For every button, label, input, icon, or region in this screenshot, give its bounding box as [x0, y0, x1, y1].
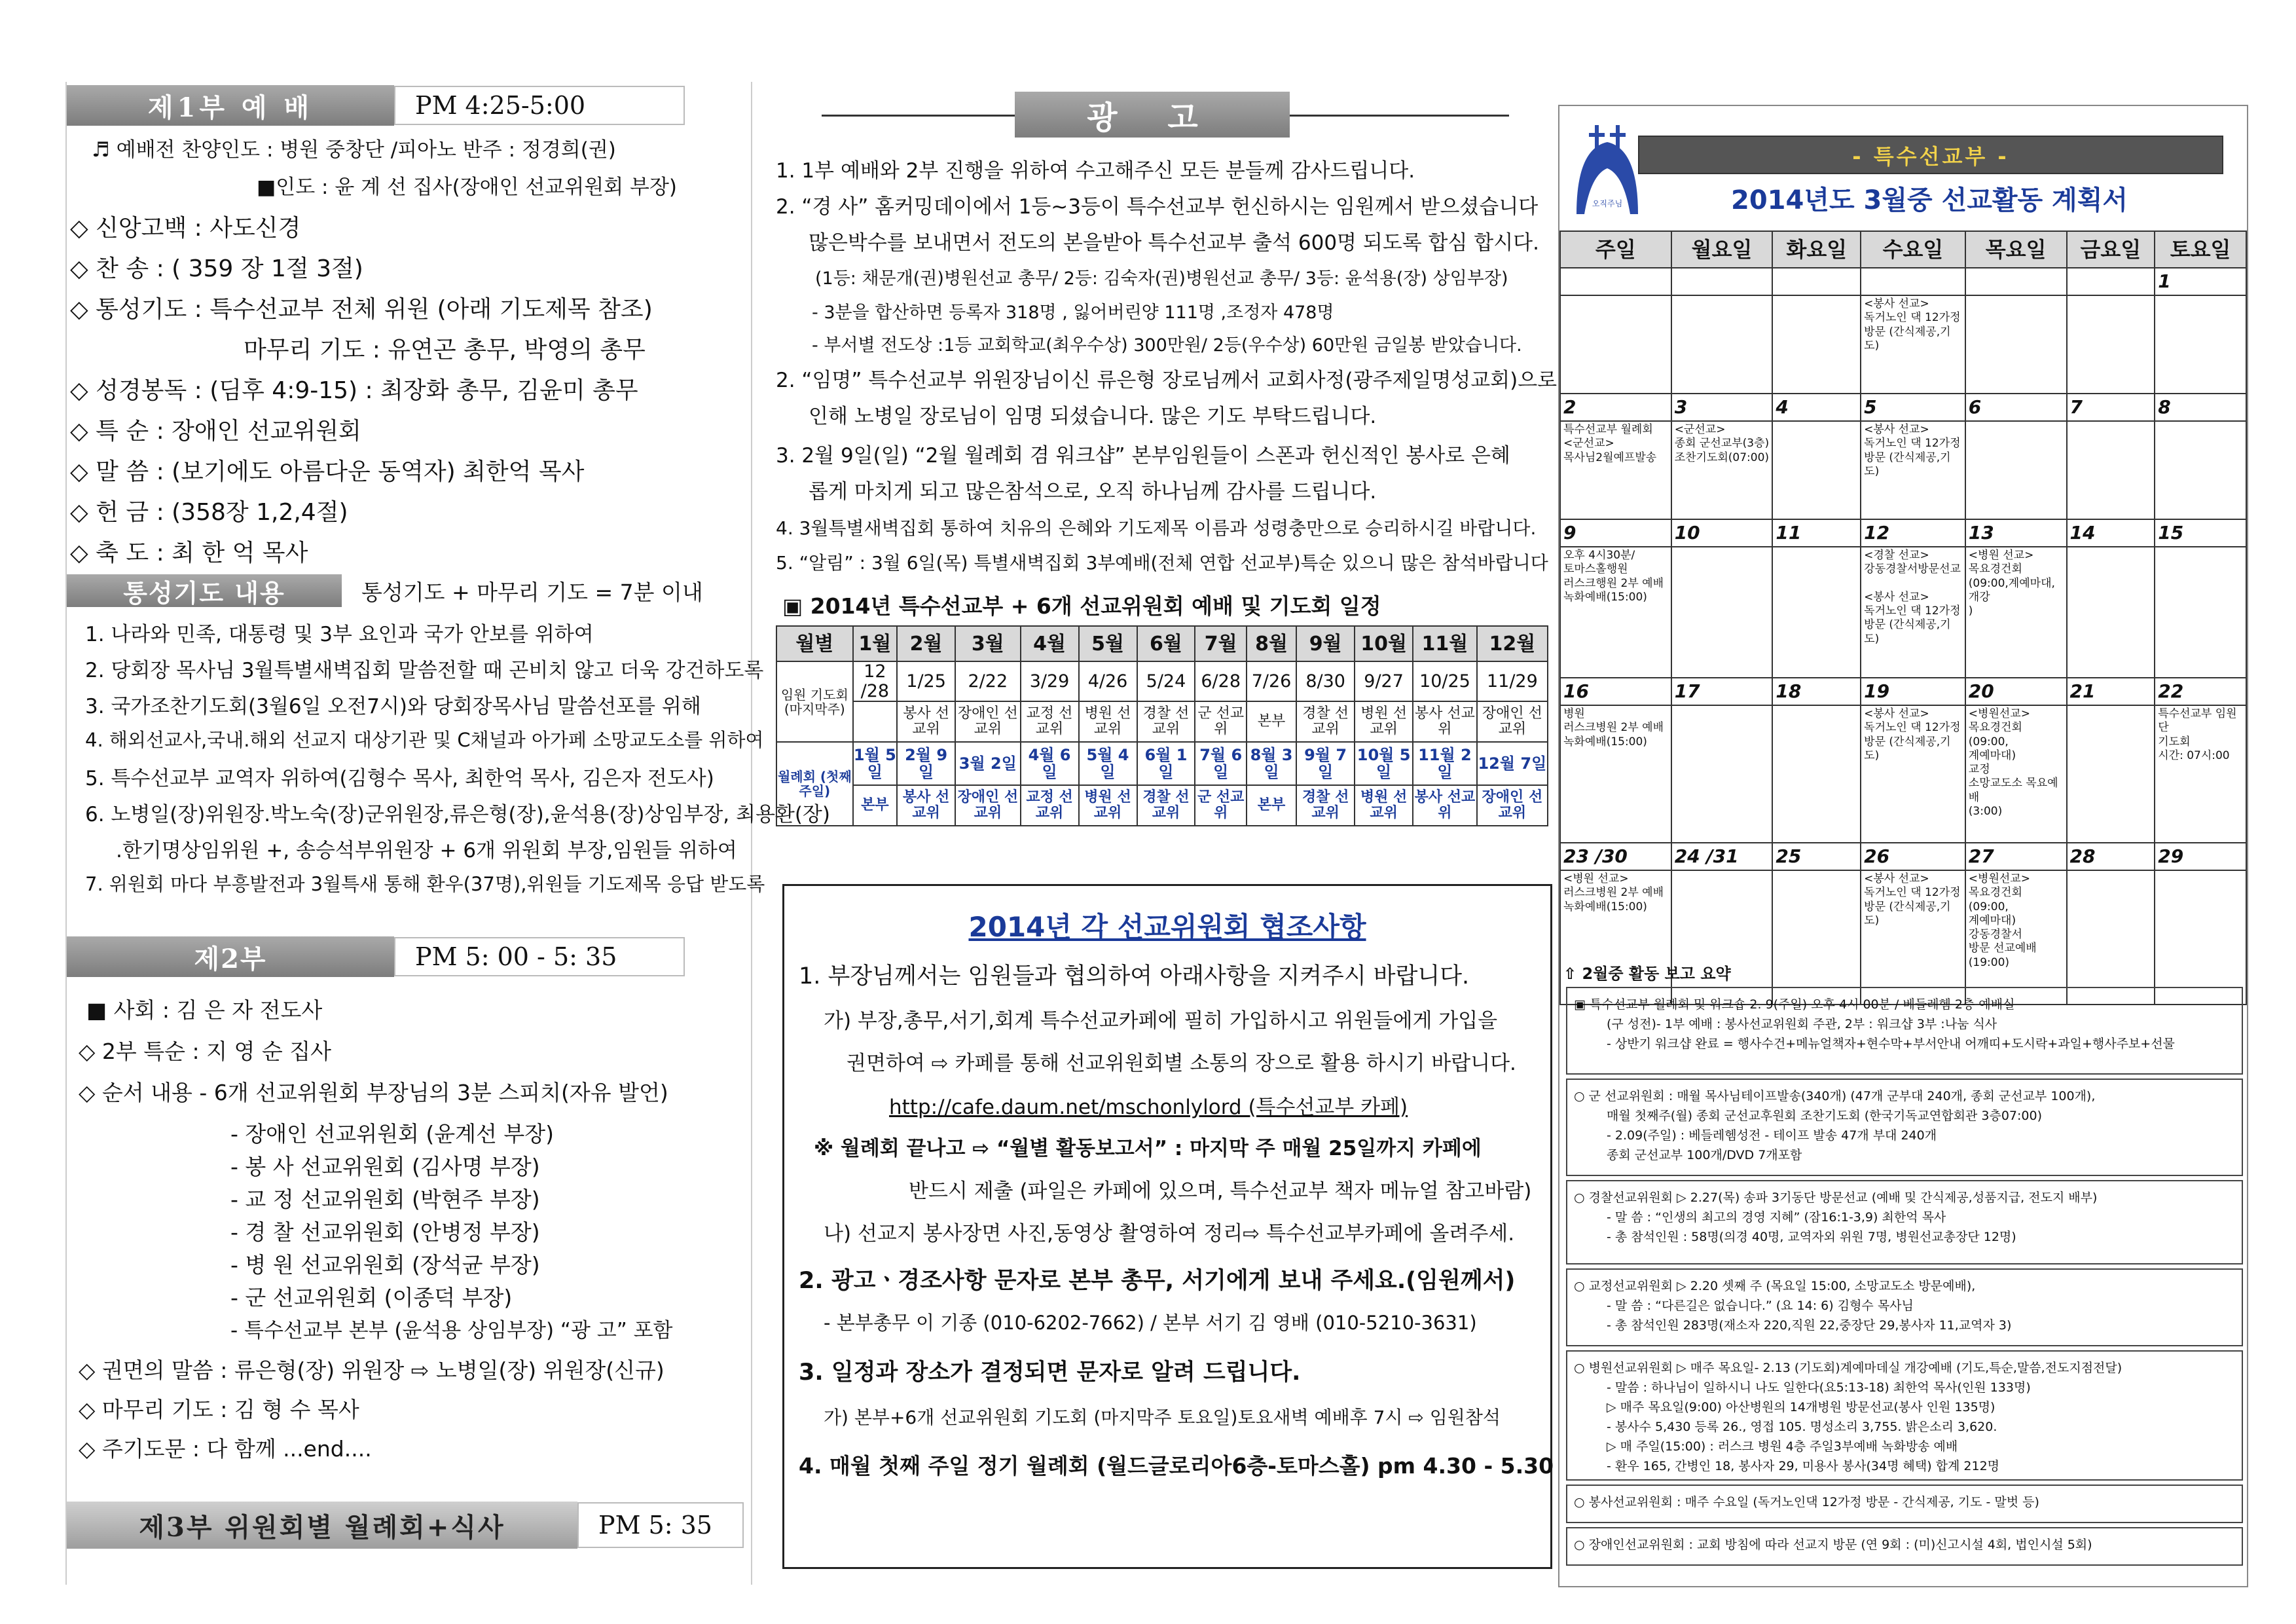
monthly-host: 본부	[853, 785, 898, 826]
coop-line: 2. 광고ㆍ경조사항 문자로 본부 총무, 서기에게 보내 주세요.(임원께서)	[799, 1268, 1516, 1294]
coop-line: 가) 본부+6개 선교위원회 기도회 (마지막주 토요일)토요새벽 예배후 7시 ⇨ 임원참석	[824, 1407, 1501, 1428]
calendar-cell	[1772, 870, 1861, 1005]
part2-item: ◇ 2부 특순 : 지 영 순 집사	[79, 1039, 331, 1064]
calendar-cell	[1772, 705, 1861, 843]
weekday-header: 주일	[1560, 231, 1671, 268]
monthly-date: 7월 6일	[1195, 742, 1246, 785]
part2-item: - 장애인 선교위원회 (윤계선 부장)	[230, 1121, 555, 1147]
part2-item: ■ 사회 : 김 은 자 전도사	[86, 997, 323, 1023]
date-number: 24 /31	[1671, 843, 1773, 870]
calendar-cell: <봉사 선교> 독거노인 댁 12가정 방문 (간식제공,기도)	[1861, 870, 1965, 1005]
monthly-date: 5월 4일	[1079, 742, 1137, 785]
prayer-date: 4/26	[1079, 661, 1137, 701]
calendar-cell	[2155, 870, 2246, 1005]
month-header: 5월	[1079, 626, 1137, 661]
monthly-host: 군 선교위	[1195, 785, 1246, 826]
notice-line: 5. “알림” : 3월 6일(목) 특별새벽집회 3부예배(전체 연합 선교부)특순 있으니 많은 참석바랍니다	[776, 552, 1548, 574]
prayer-date: 1/25	[897, 661, 955, 701]
notice-line: 2. “임명” 특수선교부 위원장님이신 류은형 장로님께서 교회사정(광주제일명성교회)으로	[776, 369, 1558, 392]
month-header: 2월	[897, 626, 955, 661]
date-number: 11	[1772, 519, 1861, 547]
report-line: - 상반기 워크샵 완료 = 행사수건+메뉴얼책자+현수막+부서안내 어깨띠+도시락+과일+행사주보+선물	[1607, 1037, 2175, 1051]
part2-header	[67, 936, 685, 977]
monthly-host: 경찰 선교위	[1137, 785, 1195, 826]
part2-time: PM 5: 00 - 5: 35	[394, 937, 685, 976]
date-number: 17	[1671, 678, 1773, 705]
coop-line: 나) 선교지 봉사장면 사진,동영상 촬영하여 정리⇨ 특수선교부카페에 올려주세.	[824, 1222, 1515, 1246]
prayer-host: 경찰 선교위	[1296, 701, 1355, 742]
part2-item: ◇ 주기도문 : 다 함께 ...end....	[79, 1436, 372, 1462]
prayer-host: 교정 선교위	[1021, 701, 1079, 742]
date-number	[1560, 268, 1671, 295]
worship-leader: ■인도 : 윤 계 선 집사(장애인 선교위원회 부장)	[257, 175, 677, 199]
month-header: 월별	[776, 626, 853, 661]
coop-line: ※ 월례회 끝나고 ⇨ “월별 활동보고서” : 마지막 주 매월 25일까지 카페에	[814, 1137, 1482, 1160]
weekday-header: 목요일	[1965, 231, 2067, 268]
prayer-item: 6. 노병일(장)위원장.박노숙(장)군위원장,류은형(장),윤석용(장)상임부장, 최용환(장)	[85, 803, 830, 826]
svg-text:오직주님: 오직주님	[1592, 199, 1623, 208]
date-number	[1772, 268, 1861, 295]
notice-line: (1등: 채문개(권)병원선교 총무/ 2등: 김숙자(권)병원선교 총무/ 3등: 윤석용(장) 상임부장)	[815, 268, 1508, 289]
report-line: - 말 씀 : “인생의 최고의 경영 지혜” (잠16:1-3,9) 최한억 목사	[1607, 1210, 1946, 1225]
part3-title: 제3부 위원회별 월례회+식사	[67, 1502, 577, 1549]
prayer-host: 병원 선교위	[1355, 701, 1413, 742]
report-block	[1566, 1527, 2243, 1566]
monthly-host: 교정 선교위	[1021, 785, 1079, 826]
month-header: 4월	[1021, 626, 1079, 661]
activity-calendar	[1559, 231, 2247, 1005]
order-item: ◇ 성경봉독 : (딤후 4:9-15) : 최장화 총무, 김윤미 총무	[70, 377, 638, 404]
monthly-date: 12월 7일	[1477, 742, 1548, 785]
calendar-title: 2014년도 3월중 선교활동 계획서	[1731, 185, 2128, 215]
calendar-cell	[1671, 295, 1773, 394]
notice-line: 2. “경 사” 홈커밍데이에서 1등~3등이 특수선교부 헌신하시는 임원께서 받으셨습니다	[776, 195, 1539, 219]
schedule-table	[776, 625, 1548, 826]
coop-line: 권면하여 ⇨ 카페를 통해 선교위원회별 소통의 장으로 활용 하시기 바랍니다.	[847, 1052, 1516, 1075]
order-item: ◇ 신앙고백 : 사도신경	[70, 215, 301, 242]
order-item: ◇ 축 도 : 최 한 억 목사	[70, 540, 308, 566]
part2-title: 제2부	[67, 936, 394, 977]
date-number: 28	[2067, 843, 2155, 870]
date-number: 20	[1965, 678, 2067, 705]
part3-time: PM 5: 35	[577, 1502, 744, 1548]
date-number: 29	[2155, 843, 2246, 870]
prayer-item: 1. 나라와 민족, 대통령 및 3부 요인과 국가 안보를 위하여	[85, 623, 594, 646]
report-line: ○ 봉사선교위원회 : 매주 수요일 (독거노인댁 12가정 방문 - 간식제공, 기도 - 말벗 등)	[1574, 1495, 2039, 1509]
report-block	[1566, 1180, 2243, 1264]
monthly-host: 병원 선교위	[1079, 785, 1137, 826]
calendar-cell	[2067, 705, 2155, 843]
report-line: ▷ 매주 목요일(9:00) 아산병원의 14개병원 방문선교(봉사 인원 135명)	[1607, 1400, 1995, 1414]
calendar-cell	[2067, 547, 2155, 678]
month-header: 1월	[853, 626, 898, 661]
month-header: 7월	[1195, 626, 1246, 661]
coop-line: 반드시 제출 (파일은 카페에 있으며, 특수선교부 책자 메뉴얼 참고바람)	[909, 1179, 1532, 1203]
monthly-host: 장애인 선교위	[955, 785, 1020, 826]
calendar-cell: <병원선교> 목요경건회 (09:00, 계예마대) 교정 소망교도소 목요예배 (3:00)	[1965, 705, 2067, 843]
date-number: 7	[2067, 394, 2155, 421]
prayer-header	[67, 574, 703, 607]
notice-line: 롭게 마치게 되고 많은참석으로, 오직 하나님께 감사를 드립니다.	[809, 480, 1377, 504]
coop-line: 1. 부장님께서는 임원들과 협의하여 아래사항을 지켜주시 바랍니다.	[799, 963, 1470, 989]
report-line: - 총 참석인원 283명(재소자 220,직원 22,중장단 29,봉사자 11,교역자 3)	[1607, 1318, 2012, 1333]
date-number: 26	[1861, 843, 1965, 870]
prayer-host: 봉사 선교위	[1413, 701, 1477, 742]
prayer-host: 장애인 선교위	[955, 701, 1020, 742]
date-number: 22	[2155, 678, 2246, 705]
report-block	[1566, 1485, 2243, 1523]
part2-item: - 교 정 선교위원회 (박현주 부장)	[230, 1187, 540, 1212]
church-logo-icon	[1571, 122, 1643, 221]
calendar-cell: <봉사 선교> 독거노인 댁 12가정 방문 (간식제공,기도)	[1861, 295, 1965, 394]
weekday-header: 화요일	[1772, 231, 1861, 268]
monthly-host: 봉사 선교위	[897, 785, 955, 826]
monthly-date: 2월 9일	[897, 742, 955, 785]
prayer-host: 병원 선교위	[1079, 701, 1137, 742]
date-number: 15	[2155, 519, 2246, 547]
date-number: 16	[1560, 678, 1671, 705]
monthly-date: 10월 5일	[1355, 742, 1413, 785]
part1-title: 제1부 예 배	[67, 85, 394, 126]
report-line: - 말 씀 : “다른길은 없습니다.” (요 14: 6) 김형수 목사님	[1607, 1299, 1914, 1313]
part2-item: - 경 찰 선교위원회 (안병정 부장)	[230, 1219, 540, 1245]
date-number: 2	[1560, 394, 1671, 421]
calendar-cell: <군선교> 종회 군선교부(3층) 조찬기도회(07:00)	[1671, 421, 1773, 519]
part2-item: ◇ 순서 내용 - 6개 선교위원회 부장님의 3분 스피치(자유 발언)	[79, 1080, 668, 1105]
order-item: 마무리 기도 : 유연곤 총무, 박영의 총무	[244, 337, 646, 363]
calendar-cell	[1965, 295, 2067, 394]
report-line: - 총 참석인원 : 58명(의경 40명, 교역자외 위원 7명, 병원선교총장단 12명)	[1607, 1230, 2016, 1244]
order-item: ◇ 찬 송 : ( 359 장 1절 3절)	[70, 255, 363, 282]
calendar-cell	[1772, 295, 1861, 394]
date-number	[1861, 268, 1965, 295]
monthly-date: 3월 2일	[955, 742, 1020, 785]
order-item: ◇ 특 순 : 장애인 선교위원회	[70, 418, 361, 445]
prayer-date: 12 /28	[853, 661, 898, 701]
report-line: ○ 교정선교위원회 ▷ 2.20 셋째 주 (목요일 15:00, 소망교도소 방문예배),	[1574, 1279, 1976, 1293]
date-number: 13	[1965, 519, 2067, 547]
prayer-meeting-label: 임원 기도회 (마지막주)	[776, 661, 853, 742]
date-number: 6	[1965, 394, 2067, 421]
date-number: 21	[2067, 678, 2155, 705]
notice-line: - 3분을 합산하면 등록자 318명 , 잃어버린양 111명 ,조정자 478명	[812, 303, 1334, 323]
calendar-cell: 특수선교부 월례회 <군선교> 목사님2월예프발송	[1560, 421, 1671, 519]
calendar-cell	[1772, 421, 1861, 519]
part2-item: ◇ 마무리 기도 : 김 형 수 목사	[79, 1397, 359, 1422]
prayer-date: 6/28	[1195, 661, 1246, 701]
monthly-host: 경찰 선교위	[1296, 785, 1355, 826]
report-line: - 2.09(주일) : 베들레헴성전 - 테이프 발송 47개 부대 240개	[1607, 1128, 1937, 1143]
prayer-item: 7. 위원회 마다 부흥발전과 3월특새 통해 환우(37명),위원들 기도제목 응답 받도록	[85, 873, 765, 895]
calendar-cell	[2067, 421, 2155, 519]
date-number: 4	[1772, 394, 1861, 421]
date-number: 5	[1861, 394, 1965, 421]
report-title: ⇧ 2월중 활동 보고 요약	[1563, 965, 1731, 983]
prayer-host: 장애인 선교위	[1477, 701, 1548, 742]
date-number	[1671, 268, 1773, 295]
monthly-meeting-label: 월례회 (첫째 주일)	[776, 742, 853, 826]
month-header: 6월	[1137, 626, 1195, 661]
weekday-header: 금요일	[2067, 231, 2155, 268]
calendar-cell	[2155, 295, 2246, 394]
praise-leader: ♬ 예배전 찬양인도 : 병원 중창단 /피아노 반주 : 정경희(권)	[92, 138, 616, 162]
monthly-date: 11월 2일	[1413, 742, 1477, 785]
report-line: 종회 군선교부 100개/DVD 7개포함	[1607, 1148, 1802, 1162]
middle-column	[776, 82, 1558, 1585]
coop-line: 4. 매월 첫째 주일 정기 월례회 (월드글로리아6층-토마스홀) pm 4.30 - 5.30	[799, 1453, 1554, 1479]
coop-line: 가) 부장,총무,서기,회계 특수선교카페에 필히 가입하시고 위원들에게 가입을	[824, 1009, 1498, 1033]
calendar-cell: 특수선교부 임원단 기도회 시간: 07시:00	[2155, 705, 2246, 843]
coop-line: - 본부총무 이 기종 (010-6202-7662) / 본부 서기 김 영배 (010-5210-3631)	[824, 1312, 1477, 1334]
monthly-host: 병원 선교위	[1355, 785, 1413, 826]
calendar-cell	[1671, 705, 1773, 843]
report-line: ○ 병원선교위원회 ▷ 매주 목요일- 2.13 (기도회)계예마데실 개강예배 (기도,특순,말씀,전도지점전달)	[1574, 1361, 2123, 1375]
prayer-date: 8/30	[1296, 661, 1355, 701]
calendar-cell	[2067, 295, 2155, 394]
coop-line: 3. 일정과 장소가 결정되면 문자로 알려 드립니다.	[799, 1359, 1301, 1386]
prayer-host	[853, 701, 898, 742]
prayer-date: 5/24	[1137, 661, 1195, 701]
report-line: ▣ 특수선교부 월례회 및 워크숍 2. 9(주일) 오후 4시 00분 / 베들레헴 2층 예배실	[1574, 997, 2015, 1012]
calendar-cell: 병원 러스크병원 2부 예배 녹화예배(15:00)	[1560, 705, 1671, 843]
monthly-date: 8월 3일	[1247, 742, 1296, 785]
prayer-date: 11/29	[1477, 661, 1548, 701]
monthly-date: 1월 5일	[853, 742, 898, 785]
cafe-link[interactable]: http://cafe.daum.net/mschonlylord (특수선교부 카페)	[889, 1096, 1408, 1119]
month-header: 8월	[1247, 626, 1296, 661]
calendar-cell	[2155, 421, 2246, 519]
prayer-item: 5. 특수선교부 교역자 위하여(김형수 목사, 최한억 목사, 김은자 전도사)	[85, 767, 714, 790]
part2-item: ◇ 권면의 말씀 : 류은형(장) 위원장 ⇨ 노병일(장) 위원장(신규)	[79, 1357, 665, 1383]
monthly-date: 6월 1일	[1137, 742, 1195, 785]
monthly-host: 봉사 선교위	[1413, 785, 1477, 826]
right-column	[1558, 105, 2248, 1587]
calendar-cell	[1671, 870, 1773, 1005]
date-number: 8	[2155, 394, 2246, 421]
calendar-cell	[1772, 547, 1861, 678]
prayer-title: 통성기도 내용	[67, 574, 342, 607]
notice-line: 1. 1부 예배와 2부 진행을 위하여 수고해주신 모든 분들께 감사드립니다.	[776, 159, 1415, 183]
prayer-date: 3/29	[1021, 661, 1079, 701]
month-header: 9월	[1296, 626, 1355, 661]
report-line: - 봉사수 5,430 등록 26., 영접 105. 명성소리 3,755. 밝은소리 3,620.	[1607, 1420, 1997, 1434]
church-logo	[1571, 122, 1643, 221]
part2-item: - 특수선교부 본부 (윤석용 상임부장) “광 고” 포함	[230, 1319, 673, 1342]
order-item: ◇ 말 씀 : (보기에도 아름다운 동역자) 최한억 목사	[70, 458, 585, 485]
prayer-item: 2. 당회장 목사님 3월특별새벽집회 말씀전할 때 곤비치 않고 더욱 강건하도록	[85, 659, 764, 682]
prayer-note: 통성기도 + 마무리 기도 = 7분 이내	[361, 579, 703, 605]
notice-line: - 부서별 전도상 :1등 교회학교(최우수상) 300만원/ 2등(우수상) 60만원 금일봉 받았습니다.	[812, 335, 1522, 356]
coop-title: 2014년 각 선교위원회 협조사항	[968, 911, 1366, 943]
prayer-date: 9/27	[1355, 661, 1413, 701]
prayer-date: 10/25	[1413, 661, 1477, 701]
dept-banner: - 특수선교부 -	[1638, 136, 2223, 174]
date-number: 27	[1965, 843, 2067, 870]
month-header: 10월	[1355, 626, 1413, 661]
report-block	[1566, 987, 2243, 1075]
part2-item: - 군 선교위원회 (이종덕 부장)	[230, 1285, 513, 1310]
calendar-cell: 오후 4시30분/ 토마스홀행원 러스크행원 2부 예배 녹화예배(15:00)	[1560, 547, 1671, 678]
calendar-cell: <봉사 선교> 독거노인 댁 12가정 방문 (간식제공,기도)	[1861, 705, 1965, 843]
report-line: (구 성전)- 1부 예배 : 봉사선교위원회 주관, 2부 : 워크샵 3부 :나눔 식사	[1607, 1017, 1997, 1031]
report-block	[1566, 1350, 2243, 1481]
calendar-cell: <봉사 선교> 독거노인 댁 12가정 방문 (간식제공,기도)	[1861, 421, 1965, 519]
date-number: 10	[1671, 519, 1773, 547]
notice-title: 광 고	[1015, 92, 1290, 138]
date-number: 23 /30	[1560, 843, 1671, 870]
notice-line: 많은박수를 보내면서 전도의 본을받아 특수선교부 출석 600명 되도록 합심 합시다.	[809, 231, 1539, 255]
date-number: 9	[1560, 519, 1671, 547]
part1-time: PM 4:25-5:00	[394, 86, 685, 125]
date-number: 1	[2155, 268, 2246, 295]
report-block	[1566, 1079, 2243, 1176]
date-number: 12	[1861, 519, 1965, 547]
date-number: 19	[1861, 678, 1965, 705]
month-header: 12월	[1477, 626, 1548, 661]
order-item: ◇ 통성기도 : 특수선교부 전체 위원 (아래 기도제목 참조)	[70, 296, 653, 323]
notice-line: 4. 3월특별새벽집회 통하여 치유의 은혜와 기도제목 이름과 성령충만으로 승리하시길 바랍니다.	[776, 517, 1537, 539]
calendar-cell: <병원 선교> 목요경건회 (09:00,계예마대,개강 )	[1965, 547, 2067, 678]
calendar-cell	[1671, 547, 1773, 678]
date-number: 25	[1772, 843, 1861, 870]
report-line: ▷ 매 주일(15:00) : 러스크 병원 4층 주일3부예배 녹화방송 예배	[1607, 1439, 1958, 1454]
calendar-cell	[1965, 421, 2067, 519]
weekday-header: 토요일	[2155, 231, 2246, 268]
date-number: 18	[1772, 678, 1861, 705]
prayer-item: 4. 해외선교사,국내.해외 선교지 대상기관 및 C채널과 아가페 소망교도소를 위하여	[85, 729, 764, 751]
monthly-date: 9월 7일	[1296, 742, 1355, 785]
calendar-cell	[2067, 870, 2155, 1005]
prayer-host: 경찰 선교위	[1137, 701, 1195, 742]
monthly-host: 장애인 선교위	[1477, 785, 1548, 826]
cooperation-box	[782, 884, 1552, 1569]
date-number: 14	[2067, 519, 2155, 547]
report-line: ○ 경찰선교위원회 ▷ 2.27(목) 송파 3기동단 방문선교 (예배 및 간식제공,성품지급, 전도지 배부)	[1574, 1190, 2098, 1205]
prayer-host: 군 선교위	[1195, 701, 1246, 742]
part1-header	[67, 85, 685, 126]
calendar-cell	[1560, 295, 1671, 394]
report-line: ○ 장애인선교위원회 : 교회 방침에 따라 선교지 방문 (연 9회 : (미)신고시설 4회, 법인시설 5회)	[1574, 1538, 2092, 1552]
report-line: ○ 군 선교위원회 : 매월 목사님테이프발송(340개) (47개 군부대 240개, 종회 군선교부 100개),	[1574, 1089, 2096, 1103]
report-line: 매월 첫째주(월) 종회 군선교후원회 조찬기도회 (한국기독교연합회관 3층07:00)	[1607, 1109, 2042, 1123]
prayer-host: 봉사 선교위	[897, 701, 955, 742]
weekday-header: 수요일	[1861, 231, 1965, 268]
prayer-date: 2/22	[955, 661, 1020, 701]
month-header: 11월	[1413, 626, 1477, 661]
part3-header	[67, 1502, 744, 1549]
prayer-item: 3. 국가조찬기도회(3월6일 오전7시)와 당회장목사님 말씀선포를 위해	[85, 695, 701, 718]
calendar-cell	[2155, 547, 2246, 678]
weekday-header: 월요일	[1671, 231, 1773, 268]
calendar-cell: <경찰 선교> 강동경찰서방문선교 <봉사 선교> 독거노인 댁 12가정 방문 (간식제공,기도)	[1861, 547, 1965, 678]
date-number	[2067, 268, 2155, 295]
calendar-cell: <병원 선교> 러스크병원 2부 예배 녹화예배(15:00)	[1560, 870, 1671, 1005]
schedule-title: ▣ 2014년 특수선교부 + 6개 선교위원회 예배 및 기도회 일정	[782, 593, 1381, 619]
report-block	[1566, 1268, 2243, 1346]
date-number: 3	[1671, 394, 1773, 421]
monthly-date: 4월 6일	[1021, 742, 1079, 785]
prayer-date: 7/26	[1247, 661, 1296, 701]
notice-line: 인해 노병일 장로님이 임명 되셨습니다. 많은 기도 부탁드립니다.	[809, 405, 1377, 428]
date-number	[1965, 268, 2067, 295]
part2-item: - 봉 사 선교위원회 (김사명 부장)	[230, 1154, 540, 1179]
notice-line: 3. 2월 9일(일) “2월 월례회 겸 워크샵” 본부임원들이 스폰과 헌신적인 봉사로 은혜	[776, 444, 1510, 468]
calendar-cell: <병원선교> 목요경건회 (09:00, 계예마대) 강동경찰서 방문 선교예배 (19:00)	[1965, 870, 2067, 1005]
monthly-host: 본부	[1247, 785, 1296, 826]
report-line: - 환우 165, 간병인 18, 봉사자 29, 미용사 봉사(34명 혜택) 합계 212명	[1607, 1459, 2000, 1473]
prayer-item: .한기명상임위원 +, 송승석부위원장 + 6개 위원회 부장,임원들 위하여	[116, 839, 737, 862]
order-item: ◇ 헌 금 : (358장 1,2,4절)	[70, 499, 348, 526]
prayer-host: 본부	[1247, 701, 1296, 742]
report-line: - 말씀 : 하나님이 일하시니 나도 일한다(요5:13-18) 최한억 목사(인원 133명)	[1607, 1380, 2031, 1395]
part2-item: - 병 원 선교위원회 (장석균 부장)	[230, 1252, 540, 1278]
month-header: 3월	[955, 626, 1020, 661]
